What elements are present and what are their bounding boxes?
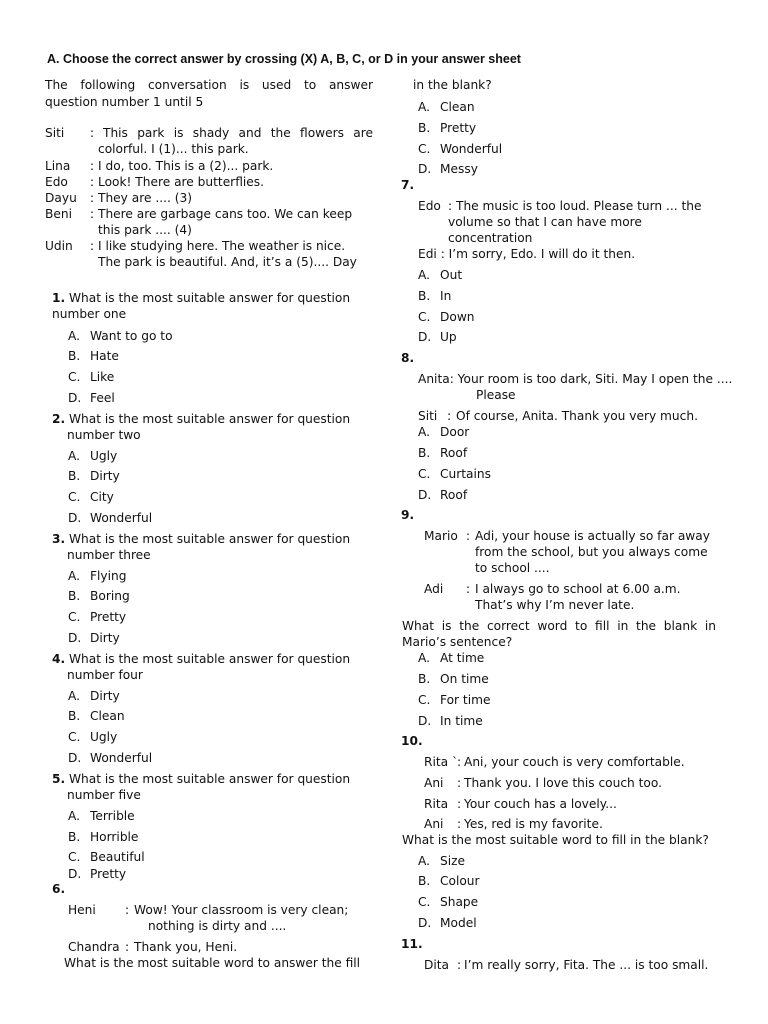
question-line: Mario’s sentence? <box>402 635 513 649</box>
option-letter[interactable]: D. <box>68 867 82 881</box>
option-text[interactable]: Down <box>440 310 475 324</box>
option-text[interactable]: Pretty <box>440 121 477 135</box>
option-text[interactable]: Dirty <box>90 469 120 483</box>
speaker-name: Ani <box>424 817 444 831</box>
question-line: What is the most suitable answer for question <box>69 412 351 426</box>
dialog-text: Edi : I’m sorry, Edo. I will do it then. <box>418 247 636 261</box>
option-letter[interactable]: A. <box>68 809 80 823</box>
speaker-colon: : <box>125 903 130 917</box>
question-number: 4. <box>52 652 66 666</box>
question-number: 8. <box>401 351 415 365</box>
option-text[interactable]: Colour <box>440 874 480 888</box>
question-line: What is the most suitable answer for question <box>69 772 351 786</box>
dialog-text: Thank you, Heni. <box>134 940 238 954</box>
option-text[interactable]: Out <box>440 268 463 282</box>
speaker-colon: : <box>466 529 471 543</box>
option-letter[interactable]: C. <box>418 895 431 909</box>
question-line: What is the most suitable answer for question <box>69 291 351 305</box>
option-letter[interactable]: B. <box>418 446 431 460</box>
speaker-name: Ani <box>424 776 444 790</box>
option-letter[interactable]: A. <box>418 854 430 868</box>
dialog-text: Wow! Your classroom is very clean; <box>134 903 349 917</box>
speaker-name: Siti <box>45 126 65 140</box>
option-letter[interactable]: B. <box>68 830 81 844</box>
question-number: 10. <box>401 734 423 748</box>
option-letter[interactable]: D. <box>68 391 82 405</box>
option-text[interactable]: Dirty <box>90 689 120 703</box>
speaker-colon: : <box>125 940 130 954</box>
option-text[interactable]: On time <box>440 672 489 686</box>
option-text[interactable]: Clean <box>440 100 475 114</box>
option-letter[interactable]: C. <box>68 370 81 384</box>
option-text[interactable]: Dirty <box>90 631 120 645</box>
option-text[interactable]: Wonderful <box>90 751 153 765</box>
dialog-text: Look! There are butterflies. <box>98 175 264 189</box>
option-letter[interactable]: D. <box>418 714 432 728</box>
option-letter[interactable]: D. <box>68 511 82 525</box>
speaker-colon: : <box>90 159 95 173</box>
dialog-text: Of course, Anita. Thank you very much. <box>456 409 698 423</box>
option-text[interactable]: Want to go to <box>90 329 173 343</box>
speaker-colon: : <box>457 797 462 811</box>
option-text[interactable]: For time <box>440 693 491 707</box>
speaker-colon: : <box>447 409 452 423</box>
speaker-name: Adi <box>424 582 444 596</box>
option-text[interactable]: Hate <box>90 349 119 363</box>
option-letter[interactable]: B. <box>68 469 81 483</box>
speaker-name: Edo <box>418 199 441 213</box>
intro-line-2: question number 1 until 5 <box>45 95 204 109</box>
question-line: number five <box>67 788 141 802</box>
option-text[interactable]: Size <box>440 854 466 868</box>
speaker-colon: : <box>466 582 471 596</box>
option-text[interactable]: Like <box>90 370 115 384</box>
speaker-name: Rita ` <box>424 755 459 769</box>
dialog-text: volume so that I can have more <box>448 215 642 229</box>
option-letter[interactable]: C. <box>68 850 81 864</box>
question-number: 9. <box>401 508 415 522</box>
speaker-colon: : <box>448 199 453 213</box>
question-line: What is the most suitable answer for question <box>69 532 351 546</box>
option-letter[interactable]: A. <box>68 329 80 343</box>
speaker-colon: : <box>457 817 462 831</box>
question-text <box>52 771 350 787</box>
question-text <box>52 651 350 667</box>
question-text <box>52 411 350 427</box>
dialog-text: colorful. I (1)... this park. <box>98 142 249 156</box>
option-letter[interactable]: B. <box>418 874 431 888</box>
option-text[interactable]: Boring <box>90 589 130 603</box>
option-text[interactable]: Horrible <box>90 830 139 844</box>
option-letter[interactable]: B. <box>68 589 81 603</box>
option-text[interactable]: Model <box>440 916 477 930</box>
dialog-text: That’s why I’m never late. <box>475 598 635 612</box>
question-number: 11. <box>401 937 423 951</box>
dialog-text: I’m really sorry, Fita. The ... is too small. <box>464 958 709 972</box>
option-letter[interactable]: B. <box>68 349 81 363</box>
question-number: 7. <box>401 178 415 192</box>
option-text[interactable]: Roof <box>440 488 468 502</box>
question-line: What is the most suitable answer for question <box>69 652 351 666</box>
dialog-text: from the school, but you always come <box>475 545 708 559</box>
speaker-name: Heni <box>68 903 96 917</box>
question-line: number four <box>67 668 143 682</box>
option-letter[interactable]: D. <box>418 330 432 344</box>
option-text[interactable]: In time <box>440 714 483 728</box>
option-letter[interactable]: B. <box>418 121 431 135</box>
option-letter[interactable]: C. <box>418 310 431 324</box>
question-line: number two <box>67 428 141 442</box>
speaker-name: Lina <box>45 159 71 173</box>
option-letter[interactable]: B. <box>68 709 81 723</box>
option-letter[interactable]: C. <box>68 490 81 504</box>
dialog-text: concentration <box>448 231 533 245</box>
option-text[interactable]: Wonderful <box>90 511 153 525</box>
option-letter[interactable]: C. <box>68 730 81 744</box>
option-letter[interactable]: C. <box>68 610 81 624</box>
option-text[interactable]: At time <box>440 651 485 665</box>
question-line: number three <box>67 548 151 562</box>
question-number: 1. <box>52 291 66 305</box>
option-letter[interactable]: B. <box>418 289 431 303</box>
option-text[interactable]: Wonderful <box>440 142 503 156</box>
speaker-colon: : <box>90 239 95 253</box>
dialog-text: Thank you. I love this couch too. <box>464 776 662 790</box>
question-number: 6. <box>52 882 66 896</box>
dialog-text: Yes, red is my favorite. <box>464 817 603 831</box>
dialog-text: I always go to school at 6.00 a.m. <box>475 582 681 596</box>
speaker-colon: : <box>90 207 95 221</box>
speaker-colon: : <box>90 175 95 189</box>
dialog-text: Your couch has a lovely... <box>464 797 617 811</box>
option-text[interactable]: Door <box>440 425 470 439</box>
option-text[interactable]: Flying <box>90 569 127 583</box>
option-letter[interactable]: D. <box>418 162 432 176</box>
speaker-name: Beni <box>45 207 72 221</box>
option-letter[interactable]: D. <box>68 751 82 765</box>
question-line: What is the most suitable word to answer the fill <box>64 956 361 970</box>
option-text[interactable]: Roof <box>440 446 468 460</box>
option-letter[interactable]: A. <box>68 449 80 463</box>
question-text <box>52 290 350 306</box>
dialog-text: The music is too loud. Please turn ... the <box>456 199 702 213</box>
option-text[interactable]: Feel <box>90 391 115 405</box>
dialog-text: Ani, your couch is very comfortable. <box>464 755 685 769</box>
speaker-name: Dayu <box>45 191 77 205</box>
option-text[interactable]: Terrible <box>90 809 135 823</box>
question-line: What is the most suitable word to fill in the blank? <box>402 833 709 847</box>
dialog-text: I like studying here. The weather is nice. <box>98 239 346 253</box>
speaker-name: Chandra <box>68 940 120 954</box>
option-text[interactable]: Pretty <box>90 867 127 881</box>
dialog-text: this park .... (4) <box>98 223 192 237</box>
question-number: 3. <box>52 532 66 546</box>
option-letter[interactable]: A. <box>418 651 430 665</box>
dialog-text: nothing is dirty and .... <box>148 919 287 933</box>
dialog-text: Please <box>476 388 516 402</box>
option-letter[interactable]: A. <box>418 268 430 282</box>
speaker-name: Dita <box>424 958 450 972</box>
dialog-text: The park is beautiful. And, it’s a (5).... Day <box>98 255 357 269</box>
option-letter[interactable]: A. <box>418 100 430 114</box>
option-letter[interactable]: D. <box>418 488 432 502</box>
question-line: number one <box>52 307 127 321</box>
question-number: 5. <box>52 772 66 786</box>
option-text[interactable]: In <box>440 289 452 303</box>
intro-line-1: The following conversation is used to answer <box>45 78 373 92</box>
option-text[interactable]: Clean <box>90 709 125 723</box>
section-header: A. Choose the correct answer by crossing (X) A, B, C, or D in your answer sheet <box>47 52 521 66</box>
speaker-name: Siti <box>418 409 438 423</box>
question-line: in the blank? <box>413 78 492 92</box>
speaker-name: Udin <box>45 239 73 253</box>
option-letter[interactable]: D. <box>418 916 432 930</box>
speaker-colon: : <box>90 191 95 205</box>
option-text[interactable]: Shape <box>440 895 479 909</box>
option-letter[interactable]: C. <box>418 467 431 481</box>
dialog-text: They are .... (3) <box>98 191 192 205</box>
dialog-text: to school .... <box>475 561 550 575</box>
speaker-name: Rita <box>424 797 449 811</box>
speaker-colon: : <box>90 126 95 140</box>
question-text <box>52 531 350 547</box>
dialog-text: I do, too. This is a (2)... park. <box>98 159 274 173</box>
option-text[interactable]: Curtains <box>440 467 491 481</box>
speaker-colon: : <box>457 958 462 972</box>
option-letter[interactable]: C. <box>418 693 431 707</box>
speaker-name: Mario <box>424 529 458 543</box>
option-letter[interactable]: C. <box>418 142 431 156</box>
question-line: What is the correct word to fill in the blank in <box>402 619 716 633</box>
option-letter[interactable]: A. <box>68 569 80 583</box>
dialog-text: There are garbage cans too. We can keep <box>98 207 353 221</box>
option-letter[interactable]: A. <box>418 425 430 439</box>
dialog-text: Adi, your house is actually so far away <box>475 529 710 543</box>
option-text[interactable]: Ugly <box>90 730 118 744</box>
option-letter[interactable]: A. <box>68 689 80 703</box>
option-text[interactable]: Ugly <box>90 449 118 463</box>
option-text[interactable]: Messy <box>440 162 478 176</box>
speaker-name: Edo <box>45 175 68 189</box>
question-number: 2. <box>52 412 66 426</box>
dialog-text: Anita: Your room is too dark, Siti. May I open the .... <box>418 372 733 386</box>
dialog-text: This park is shady and the flowers are <box>103 126 373 140</box>
option-text[interactable]: Beautiful <box>90 850 145 864</box>
option-text[interactable]: City <box>90 490 114 504</box>
option-text[interactable]: Pretty <box>90 610 127 624</box>
speaker-colon: : <box>457 755 462 769</box>
option-letter[interactable]: B. <box>418 672 431 686</box>
option-text[interactable]: Up <box>440 330 457 344</box>
option-letter[interactable]: D. <box>68 631 82 645</box>
speaker-colon: : <box>457 776 462 790</box>
